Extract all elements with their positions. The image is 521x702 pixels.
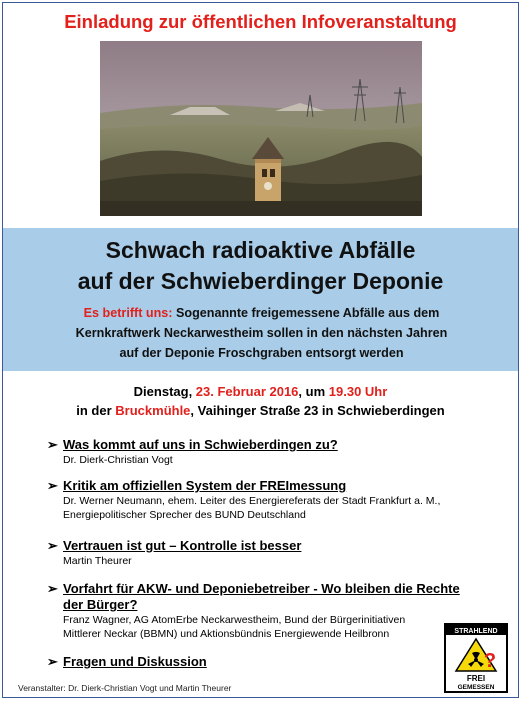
arrow-bullet-icon: ➢ <box>47 478 58 493</box>
event-date-line <box>3 384 518 399</box>
topic-title: Fragen und Diskussion <box>63 654 207 669</box>
logo-top-text: STRAHLEND <box>454 628 498 635</box>
event-location-prefix: in der <box>76 403 116 418</box>
event-address: , Vaihinger Straße 23 in Schwieberdingen <box>190 403 445 418</box>
event-date: 23. Februar 2016 <box>195 384 299 399</box>
event-venue: Bruckmühle <box>115 403 191 418</box>
topic-speaker: Mittlerer Neckar (BBMN) und Aktionsbündnis Energiewende Heilbronn <box>63 628 390 640</box>
subtitle-line-3: auf der Deponie Froschgraben entsorgt werden <box>119 346 404 360</box>
topic-title: Was kommt auf uns in Schwieberdingen zu? <box>63 437 338 452</box>
question-mark-icon: ? <box>483 650 497 672</box>
headline-line-2: auf der Schwieberdinger Deponie <box>77 268 444 294</box>
topic-item <box>47 538 503 568</box>
subtitle-line-2: Kernkraftwerk Neckarwestheim sollen in den nächsten Jahren <box>75 326 448 340</box>
topic-speaker: Franz Wagner, AG AtomErbe Neckarwestheim, Bund der Bürgerinitiativen <box>63 614 406 626</box>
subtitle-line-1 <box>23 303 500 323</box>
arrow-bullet-icon: ➢ <box>47 538 58 553</box>
topic-speaker: Dr. Werner Neumann, ehem. Leiter des Energiereferats der Stadt Frankfurt a. M., <box>63 495 441 507</box>
event-time: 19.30 Uhr <box>328 384 388 399</box>
subtitle-line-1-rest: Sogenannte freigemessene Abfälle aus dem <box>172 306 440 320</box>
main-headline <box>3 235 518 297</box>
subtitle <box>23 303 500 363</box>
landscape-photo <box>100 41 422 216</box>
logo-bottom-text-1: FREI <box>466 674 486 683</box>
event-time-prefix: , um <box>298 384 329 399</box>
topic-title: Vorfahrt für AKW- und Deponiebetreiber - Wo bleiben die Rechte <box>63 581 460 596</box>
topic-item <box>47 478 503 522</box>
topic-item <box>47 437 503 467</box>
landscape-photo-icon <box>100 41 422 216</box>
topic-speaker: Martin Theurer <box>63 555 132 567</box>
topic-speaker: Energiepolitischer Sprecher des BUND Deutschland <box>63 509 306 521</box>
topic-title: der Bürger? <box>63 597 138 612</box>
strahlend-frei-gemessen-logo <box>444 623 508 693</box>
headline-line-1: Schwach radioaktive Abfälle <box>105 237 416 263</box>
flyer-page <box>2 2 519 698</box>
event-location-line <box>3 403 518 418</box>
topic-speaker: Dr. Dierk-Christian Vogt <box>63 454 173 466</box>
event-day: Dienstag, <box>133 384 196 399</box>
organizer-footer: Veranstalter: Dr. Dierk-Christian Vogt und Martin Theurer <box>18 683 232 693</box>
topic-title: Kritik am offiziellen System der FREImessung <box>63 478 347 493</box>
subtitle-lead: Es betrifft uns: <box>83 306 173 320</box>
arrow-bullet-icon: ➢ <box>47 437 58 452</box>
topic-item <box>47 654 503 670</box>
topic-title: Vertrauen ist gut – Kontrolle ist besser <box>63 538 302 553</box>
arrow-bullet-icon: ➢ <box>47 581 58 596</box>
arrow-bullet-icon: ➢ <box>47 654 58 669</box>
logo-bottom-text-2: GEMESSEN <box>457 684 495 691</box>
topic-item <box>47 581 503 641</box>
page-title: Einladung zur öffentlichen Infoveranstaltung <box>64 11 457 32</box>
